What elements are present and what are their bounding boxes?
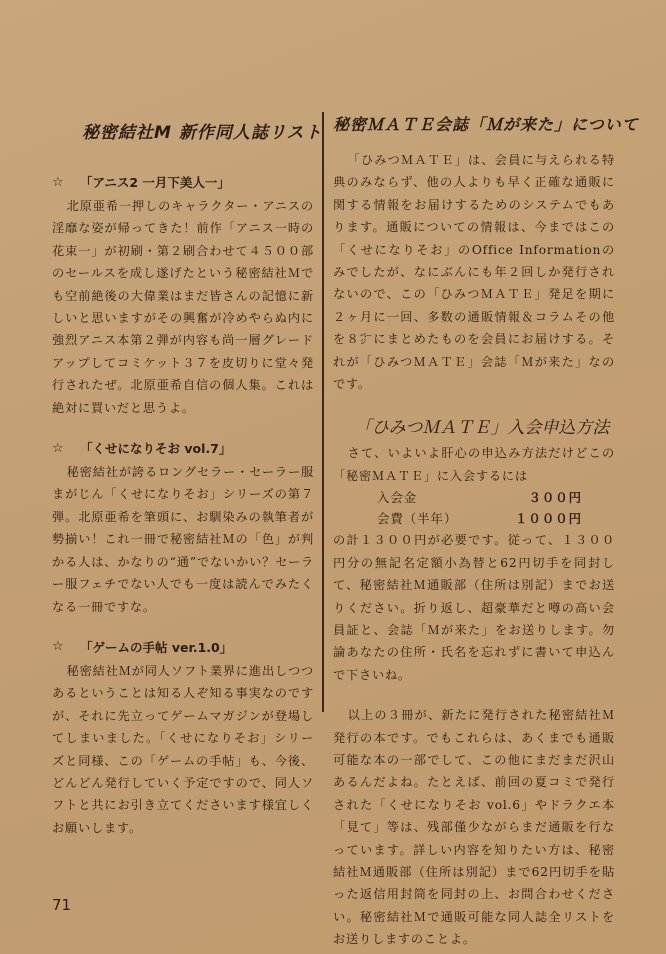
entry-body: 秘密結社Ｍが同人ソフト業界に進出しつつあるということは知る人ぞ知る事実なのですが、それに先立ってゲームマガジンが登場してしまいました。「くせになりそお」シリーズと同様、この「ゲームの手帖」も、今後、どんどん発行していく予定ですので、同人ソフトと共にお引き立てくださいます様宜しくお願いします。 bbox=[52, 663, 314, 835]
star-icon: ☆ bbox=[52, 174, 64, 190]
apply-body: の計１３００円が必要です。従って、１３００円分の無記名定額小為替と62円切手を同封して、秘密結社Ｍ通販部（住所は別記）までお送りください。折り返し、超豪華だと噂の高い会員証と、会誌「Ｍが来た」をお送りします。勿論あなたの住所・氏名を忘れずに書いて申込んで下さいね。 bbox=[333, 533, 615, 682]
page-number: 71 bbox=[52, 896, 72, 914]
right-title: 秘密ＭＡＴＥ会誌「Ｍが来た」について bbox=[333, 115, 639, 134]
fee-label: 会費（半年） bbox=[377, 511, 458, 527]
entry-heading bbox=[52, 439, 314, 457]
entry-heading bbox=[52, 638, 314, 656]
entry-body: 北原亜希一押しのキャラクター・アニスの淫靡な姿が帰ってきた！前作「アニス一時の花束一」が初刷・第２刷合わせて４５００部のセールスを成し遂げたという秘密結社Ｍでも空前絶後の大偉業はまだ皆さんの記憶に新しいと思いますがその興奮が冷めやらぬ内に強烈アニス本第２弾が内容も尚一層グレードアップしてコミケット３７を皮切りに堂々発行されたぜ。北原亜希自信の個人集。これは絶対に買いだと思うよ。 bbox=[52, 199, 314, 415]
entry-kusenari bbox=[52, 439, 314, 618]
fee-row-entrance bbox=[333, 487, 615, 508]
column-divider bbox=[322, 112, 324, 712]
entry-title: 「ゲームの手帖 ver.1.0」 bbox=[80, 639, 233, 655]
entry-title: 「アニス2 一月下美人一」 bbox=[80, 175, 230, 190]
entry-anis bbox=[52, 173, 314, 419]
apply-subtitle: 「ひみつＭＡＴＥ」入会申込方法 bbox=[354, 418, 610, 439]
fee-value: ３００円 bbox=[528, 490, 582, 506]
star-icon: ☆ bbox=[52, 639, 64, 655]
fee-label: 入会金 bbox=[377, 490, 418, 506]
intro-paragraph: 「ひみつＭＡＴＥ」は、会員に与えられる特典のみならず、他の人よりも早く正確な通販に関する情報をお届けするためのシステムでもあります。通販についての情報は、今まではこの「くせになりそお」のOffice Informationのみでしたが、なにぶんにも年２回しか発行されないので、この「ひみつＭＡＴＥ」発足を期に２ヶ月に一回、多数の通販情報＆コラムその他を８㌻にまとめたものを会員にお届けする。それが「ひみつＭＡＴＥ」会誌「Ｍが来た」なのです。 bbox=[333, 153, 615, 392]
fee-row-membership bbox=[333, 508, 615, 529]
entry-title: 「くせになりそお vol.7」 bbox=[80, 441, 232, 457]
left-column bbox=[52, 112, 323, 859]
apply-intro: さて、いよいよ肝心の申込み方法だけどこの「秘密ＭＡＴＥ」に入会するには bbox=[333, 446, 615, 483]
entry-game-techo bbox=[52, 638, 314, 839]
closing-paragraph: 以上の３冊が、新たに発行された秘密結社Ｍ発行の本です。でもこれらは、あくまでも通販可能な本の一部でして、この他にまだまだ沢山あるんだよね。たとえば、前回の夏コミで発行された「くせになりそお vol.6」やドラクエ本「見て」等は、残部僅少ながらまだ通販を行なっています。詳しい内容を知りたい方は、秘密結社Ｍ通販部（住所は別記）まで62円切手を貼った返信用封筒を同封の上、お問合わせください。秘密結社Ｍで通販可能な同人誌全リストをお送りしますのことよ。 bbox=[333, 708, 615, 947]
left-title: 秘密結社M 新作同人誌リスト bbox=[82, 123, 323, 143]
entry-body: 秘密結社が誇るロングセラー・セーラー服まがじん「くせになりそお」シリーズの第７弾。北原亜希を筆頭に、お馴染みの執筆者が勢揃い！これ一冊で秘密結社Ｍの「色」が判かる人は、かなりの“通”でないかい？セーラー服フェチでない人でも一度は読んでみたくなる一冊ですな。 bbox=[52, 465, 314, 614]
fee-value: １０００円 bbox=[515, 511, 582, 527]
right-column bbox=[333, 112, 639, 951]
entry-heading bbox=[52, 173, 314, 191]
star-icon: ☆ bbox=[52, 440, 64, 456]
